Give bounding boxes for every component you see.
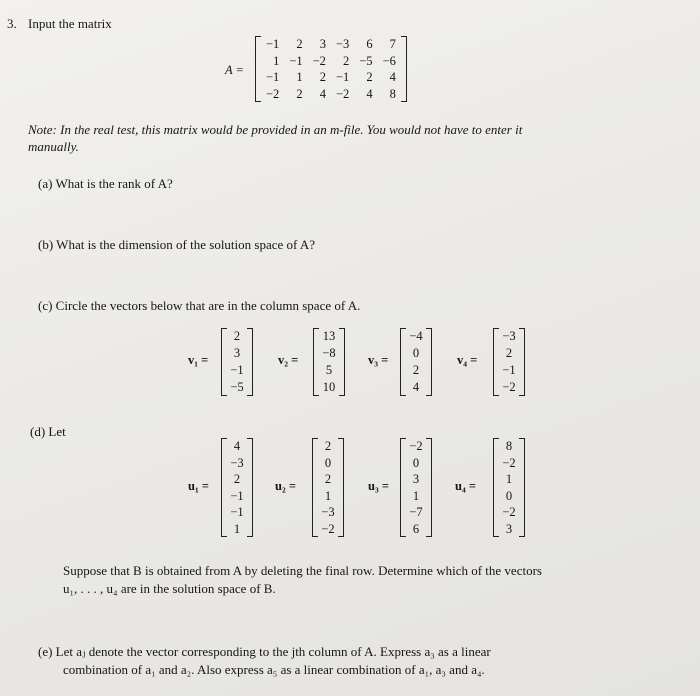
v-entry: 2 — [505, 346, 513, 360]
u-entry: −2 — [321, 521, 335, 536]
v-label-4: v₄ = — [457, 353, 478, 367]
v-entry: −2 — [502, 380, 516, 394]
matrix-cell: −1 — [335, 70, 350, 84]
matrix-a — [255, 36, 407, 102]
v-entry: −1 — [230, 363, 244, 377]
u-entry: 1 — [233, 521, 241, 536]
v-entry: 5 — [325, 363, 333, 377]
matrix-cell: −1 — [266, 37, 280, 51]
v-entry: −1 — [502, 363, 516, 377]
matrix-cell: 3 — [319, 37, 326, 51]
part-d-text-1: Suppose that B is obtained from A by deleting the final row. Determine which of the vectors — [63, 563, 542, 578]
matrix-row — [261, 69, 401, 86]
problem-number: 3. — [7, 16, 17, 31]
u-entry: 6 — [412, 521, 420, 536]
matrix-cell: 2 — [296, 37, 303, 51]
u-vector-2 — [312, 438, 344, 537]
problem-title: Input the matrix — [28, 16, 112, 31]
v-label-1: v₁ = — [188, 353, 209, 367]
v-entry: −8 — [322, 346, 336, 360]
u-vector-4 — [493, 438, 525, 537]
u-entry: 3 — [505, 521, 513, 536]
v-vector-2 — [313, 328, 345, 396]
matrix-cell: 7 — [389, 37, 396, 51]
matrix-cell: −1 — [289, 53, 303, 68]
matrix-cell: 1 — [273, 53, 280, 68]
u-entry: −1 — [230, 505, 244, 519]
v-label-2: v₂ = — [278, 353, 299, 367]
part-d-text-2: u₁, . . . , u₄ are in the solution space of B. — [63, 581, 276, 596]
matrix-cell: 2 — [343, 53, 350, 68]
v-label-3: v₃ = — [368, 353, 389, 367]
v-entry: −4 — [409, 329, 423, 343]
matrix-a-label: A = — [225, 63, 244, 77]
u-entry: −3 — [321, 505, 335, 519]
part-d: (d) Let — [30, 424, 66, 439]
note-line-1: Note: In the real test, this matrix would be provided in an m-file. You would not have to enter it — [28, 122, 523, 137]
u-entry: 1 — [324, 488, 332, 503]
u-entry: −2 — [409, 439, 423, 453]
part-e-line-1: (e) Let aⱼ denote the vector corresponding to the jth column of A. Express a₃ as a linear — [38, 644, 491, 659]
v-entry: 3 — [233, 346, 241, 360]
matrix-a-table — [261, 36, 401, 102]
u-entry: −2 — [502, 455, 516, 470]
u-entry: −2 — [502, 505, 516, 519]
matrix-row — [261, 36, 401, 53]
matrix-cell: 4 — [389, 70, 396, 84]
v-entry: 0 — [412, 346, 420, 360]
u-entry: 2 — [233, 472, 241, 486]
u-vector-3 — [400, 438, 432, 537]
matrix-row — [261, 53, 401, 70]
matrix-cell: 2 — [366, 70, 373, 84]
v-entry: 13 — [322, 329, 336, 343]
part-e-line-2: combination of a₁ and a₂. Also express a₅ as a linear combination of a₁, a₃ and a₄. — [63, 662, 485, 677]
matrix-cell: −2 — [266, 86, 280, 101]
u-entry: 0 — [412, 455, 420, 470]
v-entry: −3 — [502, 329, 516, 343]
u-entry: 0 — [324, 455, 332, 470]
matrix-cell: 4 — [366, 86, 373, 101]
part-a: (a) What is the rank of A? — [38, 176, 173, 191]
matrix-cell: −1 — [266, 70, 280, 84]
matrix-row — [261, 86, 401, 103]
u-entry: −3 — [230, 455, 244, 470]
u-label-3: u₃ = — [368, 478, 389, 493]
v-entry: 10 — [322, 380, 336, 394]
v-entry: 2 — [412, 363, 420, 377]
u-entry: 1 — [412, 488, 420, 503]
v-entry: 2 — [233, 329, 241, 343]
u-entry: 2 — [324, 472, 332, 486]
u-label-4: u₄ = — [455, 478, 476, 493]
note-line-2: manually. — [28, 139, 79, 154]
matrix-cell: 2 — [296, 86, 303, 101]
u-entry: 2 — [324, 439, 332, 453]
part-b: (b) What is the dimension of the solution space of A? — [38, 237, 316, 252]
matrix-cell: 1 — [296, 70, 303, 84]
u-entry: 3 — [412, 472, 420, 486]
matrix-cell: 2 — [319, 70, 326, 84]
matrix-cell: −2 — [335, 86, 350, 101]
u-entry: 4 — [233, 439, 241, 453]
u-entry: 1 — [505, 472, 513, 486]
u-entry: −1 — [230, 488, 244, 503]
part-c: (c) Circle the vectors below that are in the column space of A. — [38, 298, 361, 313]
v-entry: −5 — [230, 380, 244, 394]
u-entry: 8 — [505, 439, 513, 453]
u-vector-1 — [221, 438, 253, 537]
u-entry: −7 — [409, 505, 423, 519]
u-label-1: u₁ = — [188, 478, 209, 493]
v-entry: 4 — [412, 380, 420, 394]
matrix-cell: 4 — [319, 86, 326, 101]
matrix-cell: 6 — [366, 37, 373, 51]
v-vector-3 — [400, 328, 432, 396]
matrix-cell: −6 — [382, 53, 396, 68]
matrix-cell: −5 — [359, 53, 373, 68]
u-entry: 0 — [505, 488, 513, 503]
matrix-cell: −3 — [335, 37, 350, 51]
u-label-2: u₂ = — [275, 478, 296, 493]
matrix-cell: −2 — [312, 53, 326, 68]
matrix-cell: 8 — [389, 86, 396, 101]
v-vector-4 — [493, 328, 525, 396]
v-vector-1 — [221, 328, 253, 396]
